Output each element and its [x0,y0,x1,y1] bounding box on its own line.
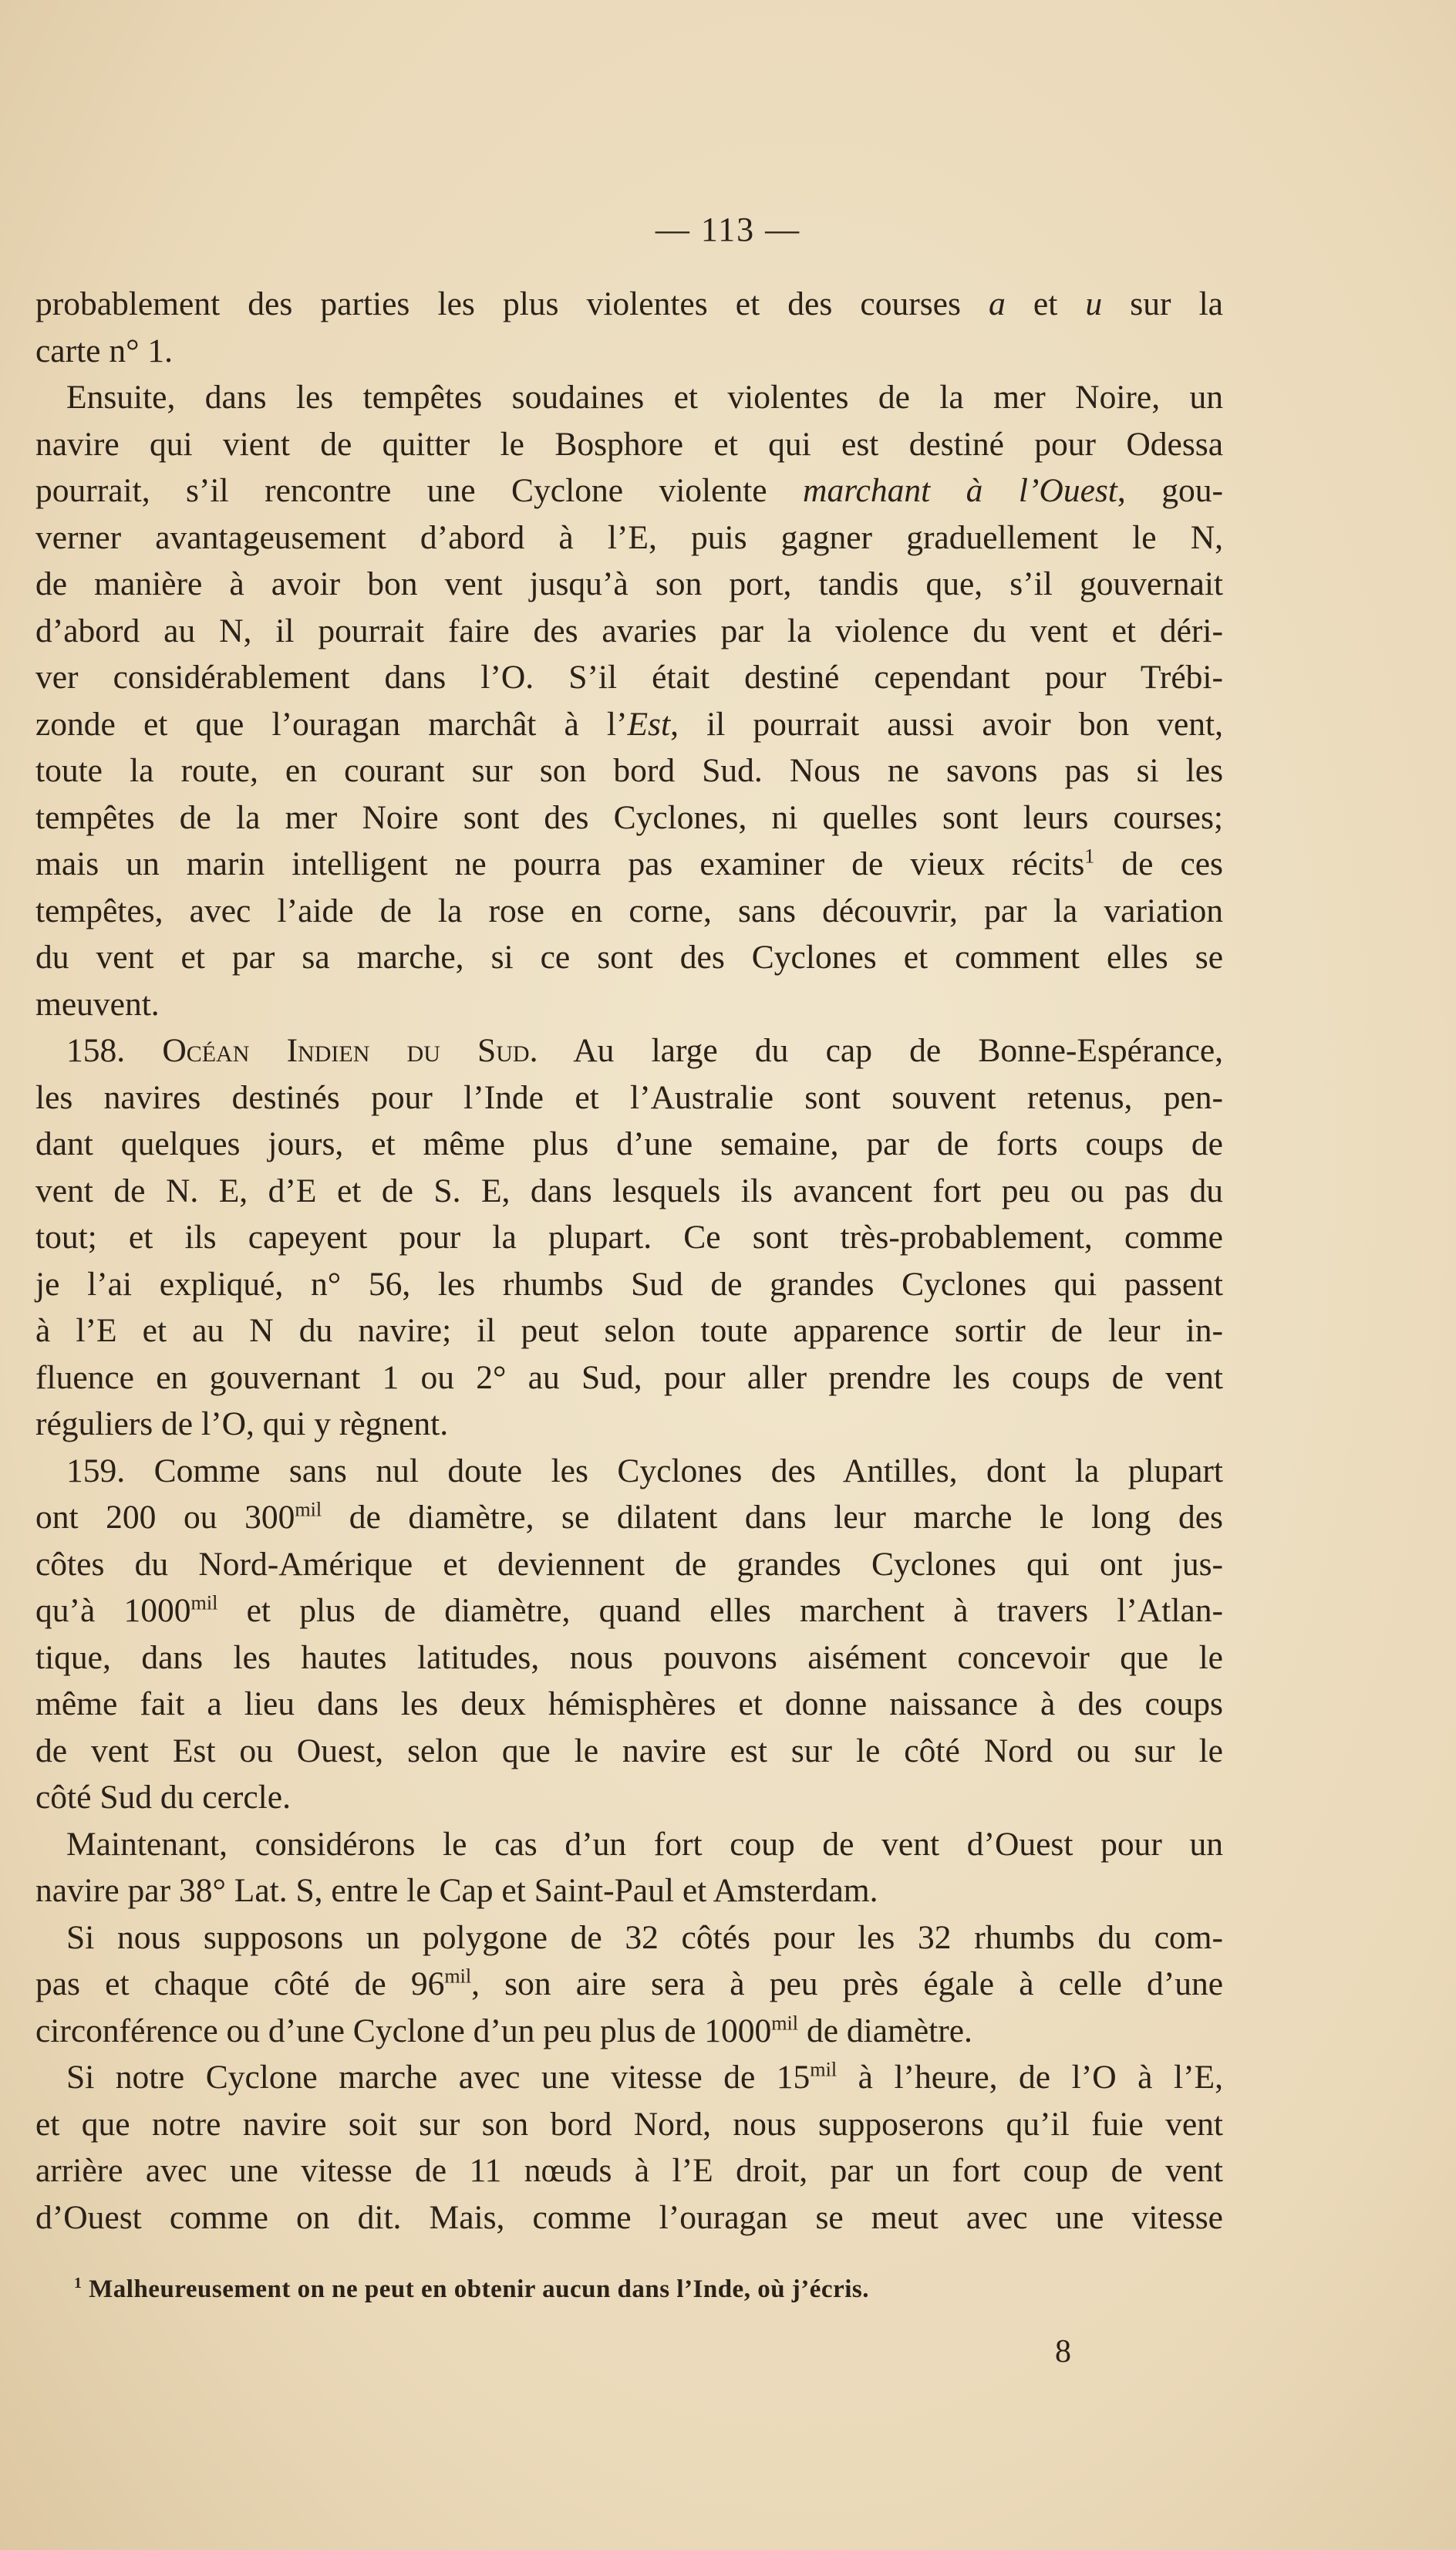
footnote-text: Malheureusement on ne peut en obtenir aucun dans l’Inde, où j’écris. [82,2275,869,2303]
text-line [35,1634,1223,1681]
text-line [35,981,1223,1028]
text-segment: de manière à avoir bon vent jusqu’à son port, tandis que, s’il gouvernait [35,565,1223,602]
text-line [35,2194,1223,2241]
text-segment: carte n° 1. [35,332,174,369]
text-line [35,1914,1223,1961]
text-line [35,281,1223,328]
text-segment: marchant à l’Ouest [803,472,1117,509]
text-line [35,1961,1223,2008]
text-segment: à l’heure, de l’O à l’E, [837,2059,1223,2096]
text-segment: toute la route, en courant sur son bord Sud. Nous ne savons pas si les [35,752,1223,789]
text-segment: ont 200 ou 300 [35,1499,295,1536]
text-segment: je l’ai expliqué, n° 56, les rhumbs Sud de grandes Cyclones qui passent [35,1265,1223,1303]
text-segment: et [1005,285,1086,322]
text-segment: circonférence ou d’une Cyclone d’un peu plus de 1000 [35,2012,772,2049]
text-segment: de diamètre. [798,2012,972,2049]
text-line [35,1168,1223,1215]
text-segment: a [989,285,1006,322]
text-segment: de diamètre, se dilatent dans leur marche le long des [322,1499,1223,1536]
text-segment: probablement des parties les plus violentes et des courses [35,285,989,322]
text-line [35,2101,1223,2148]
text-line [35,1074,1223,1122]
text-segment: 158. [66,1032,163,1069]
text-segment: navire qui vient de quitter le Bosphore et qui est destiné pour Odessa [35,425,1223,463]
text-line [35,1307,1223,1354]
text-line [35,1494,1223,1541]
text-segment: vent de N. E, d’E et de S. E, dans lesquels ils avancent fort peu ou pas du [35,1172,1223,1209]
text-segment: u [1085,285,1103,322]
text-line [35,1587,1223,1634]
text-line [35,654,1223,701]
text-segment: Si notre Cyclone marche avec une vitesse de 15 [66,2059,811,2096]
text-line [35,747,1223,794]
text-line [35,1774,1223,1821]
text-line [35,2008,1223,2055]
text-segment: réguliers de l’O, qui y règnent. [35,1405,449,1442]
text-line [35,1027,1223,1074]
text-line [35,841,1223,888]
text-segment: Au large du cap de Bonne-Espérance, [538,1032,1224,1069]
text-segment: Si nous supposons un polygone de 32 côtés pour les 32 rhumbs du com- [66,1918,1223,1956]
text-segment: , son aire sera à peu près égale à celle d’une [471,1965,1223,2002]
text-segment: pas et chaque côté de 96 [35,1965,445,2002]
body-text [35,281,1223,2241]
superscript: mil [771,2012,799,2034]
superscript: mil [190,1591,218,1614]
text-line [35,1681,1223,1728]
text-line [35,1821,1223,1868]
text-segment: mais un marin intelligent ne pourra pas examiner de vieux récits [35,845,1085,882]
text-segment: zonde et que l’ouragan marchât à l’ [35,705,628,743]
running-header: — 113 — [655,211,801,248]
text-segment: tempêtes de la mer Noire sont des Cyclones, ni quelles sont leurs courses; [35,798,1223,836]
text-segment: de ces [1094,845,1223,882]
text-segment: 159. Comme sans nul doute les Cyclones des Antilles, dont la plupart [66,1452,1223,1489]
text-segment: de vent Est ou Ouest, selon que le navire est sur le côté Nord ou sur le [35,1732,1223,1769]
text-line [35,1261,1223,1308]
text-line [35,1448,1223,1495]
text-segment: du vent et par sa marche, si ce sont des Cyclones et comment elles se [35,939,1223,976]
text-line [35,1214,1223,1261]
text-segment: dant quelques jours, et même plus d’une semaine, par de forts coups de [35,1125,1223,1162]
text-segment: Océan Indien du Sud. [162,1032,538,1069]
text-line [35,794,1223,842]
superscript: mil [810,2058,838,2081]
superscript: 1 [1084,845,1095,868]
text-segment: qu’à 1000 [35,1592,191,1629]
text-line [35,374,1223,421]
page-number: 8 [1055,2334,1071,2370]
text-segment: d’abord au N, il pourrait faire des avaries par la violence du vent et déri- [35,612,1223,649]
footnote-mark: 1 [74,2275,83,2292]
text-segment: arrière avec une vitesse de 11 nœuds à l’E droit, par un fort coup de vent [35,2152,1223,2189]
text-line [35,934,1223,981]
text-line [35,2054,1223,2101]
text-segment: sur la [1102,285,1223,322]
superscript: mil [295,1498,322,1521]
text-segment: , il pourrait aussi avoir bon vent, [670,705,1223,743]
text-line [35,467,1223,514]
text-segment: Est [627,705,671,743]
text-segment: les navires destinés pour l’Inde et l’Australie sont souvent retenus, pen- [35,1078,1223,1116]
text-segment: même fait a lieu dans les deux hémisphères et donne naissance à des coups [35,1685,1223,1722]
text-line [35,514,1223,562]
superscript: mil [444,1965,472,1988]
text-line [35,561,1223,608]
text-segment: et plus de diamètre, quand elles marchent à travers l’Atlan- [217,1592,1224,1629]
text-line [35,701,1223,748]
text-line [35,1541,1223,1588]
footnote [74,2275,1200,2304]
text-line [35,2147,1223,2194]
text-segment: à l’E et au N du navire; il peut selon toute apparence sortir de leur in- [35,1312,1223,1349]
text-segment: fluence en gouvernant 1 ou 2° au Sud, pour aller prendre les coups de vent [35,1358,1223,1396]
text-line [35,608,1223,655]
text-segment: navire par 38° Lat. S, entre le Cap et Saint-Paul et Amsterdam. [35,1872,878,1909]
text-segment: Maintenant, considérons le cas d’un fort coup de vent d’Ouest pour un [66,1825,1223,1863]
text-line [35,1867,1223,1914]
text-segment: tempêtes, avec l’aide de la rose en corne, sans découvrir, par la variation [35,892,1223,929]
text-segment: tique, dans les hautes latitudes, nous pouvons aisément concevoir que le [35,1638,1223,1676]
text-line [35,1728,1223,1775]
text-line [35,421,1223,468]
text-segment: Ensuite, dans les tempêtes soudaines et violentes de la mer Noire, un [66,379,1223,416]
text-line [35,888,1223,935]
text-segment: ver considérablement dans l’O. S’il était destiné cependant pour Trébi- [35,659,1223,696]
text-line [35,1401,1223,1448]
text-line [35,1121,1223,1168]
text-segment: côté Sud du cercle. [35,1779,291,1816]
text-segment: et que notre navire soit sur son bord Nord, nous supposerons qu’il fuie vent [35,2105,1223,2143]
text-segment: côtes du Nord-Amérique et deviennent de grandes Cyclones qui ont jus- [35,1545,1223,1583]
text-line [35,1354,1223,1401]
text-segment: verner avantageusement d’abord à l’E, puis gagner graduellement le N, [35,518,1223,556]
text-segment: d’Ouest comme on dit. Mais, comme l’ouragan se meut avec une vitesse [35,2198,1223,2236]
text-segment: meuvent. [35,985,160,1023]
text-segment: tout; et ils capeyent pour la plupart. Ce sont très-probablement, comme [35,1219,1223,1256]
text-segment: , gou- [1117,472,1223,509]
text-line [35,328,1223,375]
text-segment: pourrait, s’il rencontre une Cyclone violente [35,472,804,509]
